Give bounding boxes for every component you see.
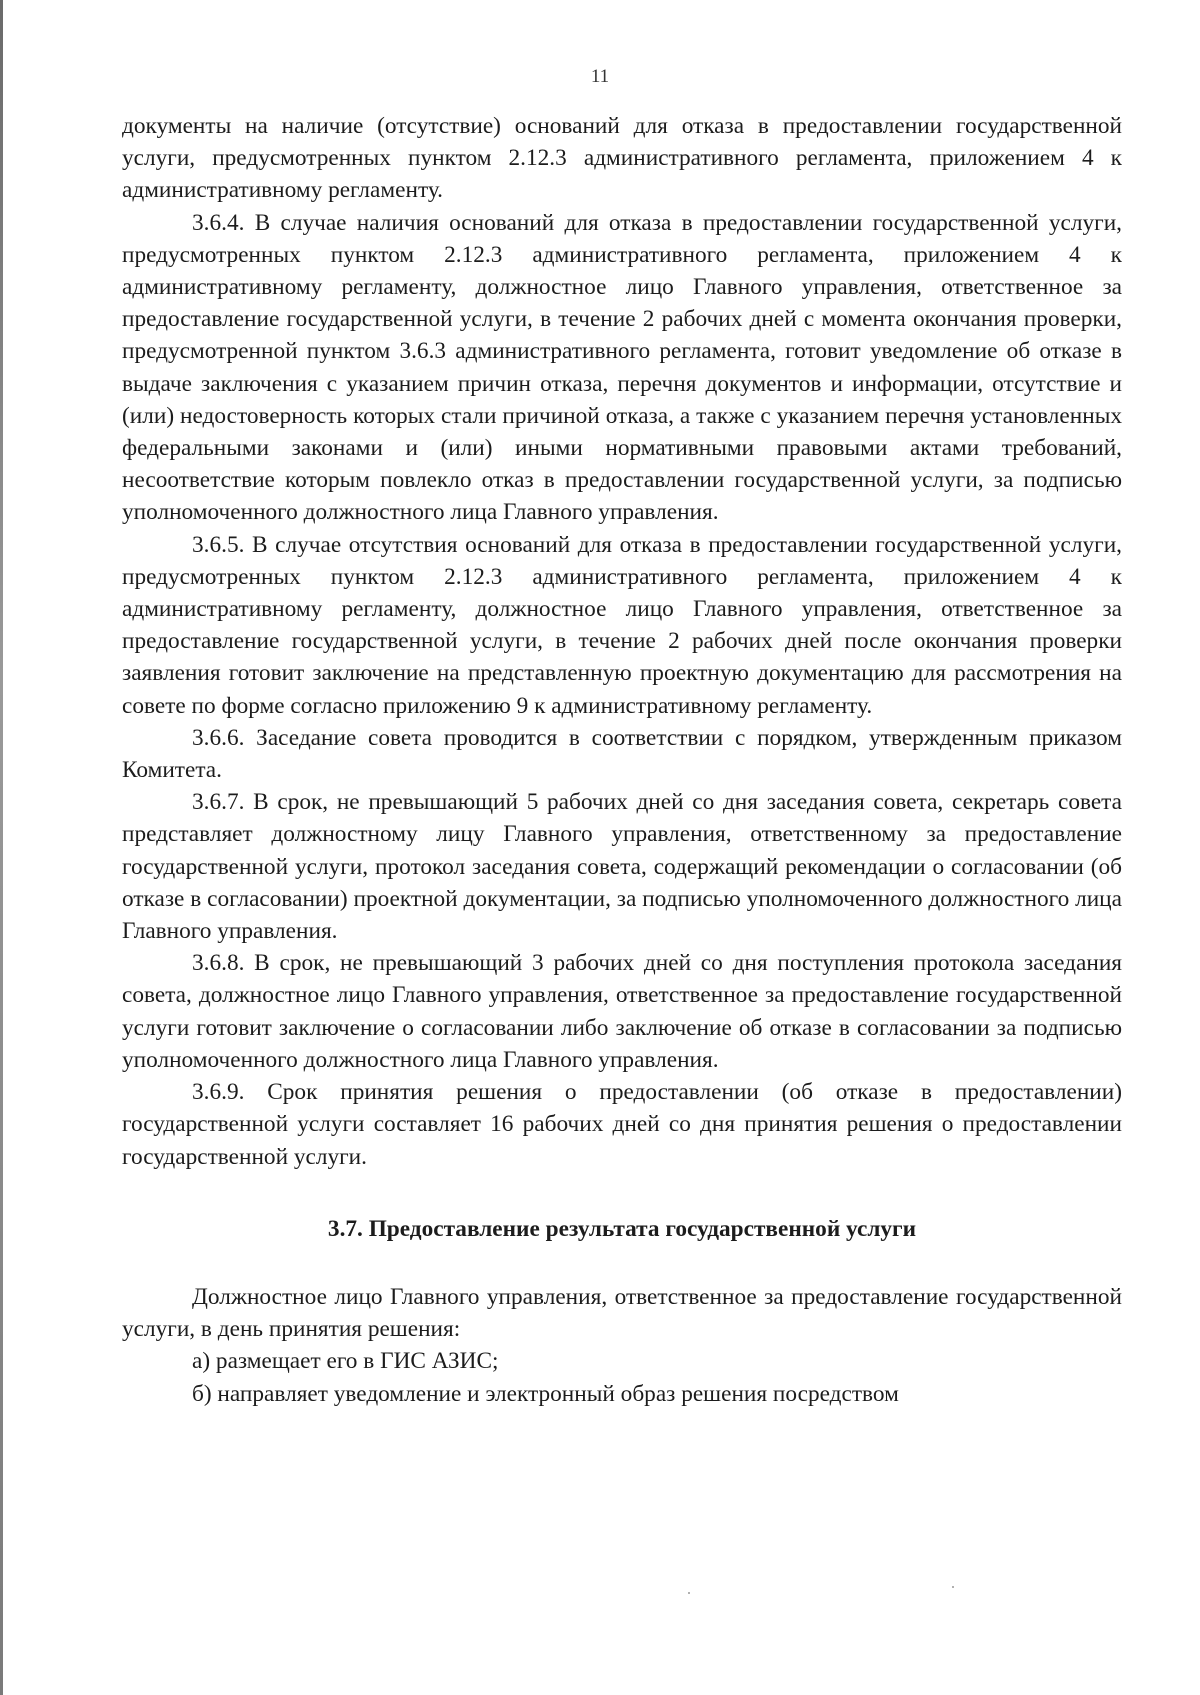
scan-speck <box>688 1592 690 1594</box>
paragraph-3-6-7: 3.6.7. В срок, не превышающий 5 рабочих дней со дня заседания совета, секретарь совета представляет должностному лицу Главного управления, ответственному за предоставление государственной услуги, протокол заседания совета, содержащий рекомендации о согласовании (об отказе в согласовании) проектной документации, за подписью уполномоченного должностного лица Главного управления. <box>122 789 1122 945</box>
paragraph-3-6-4: 3.6.4. В случае наличия оснований для отказа в предоставлении государственной услуги, предусмотренных пунктом 2.12.3 административного регламента, приложением 4 к административному регламенту, должностное лицо Главного управления, ответственное за предоставление государственной услуги, в течение 2 рабочих дней с момента окончания проверки, предусмотренной пунктом 3.6.3 административного регламента, готовит уведомление об отказе в выдаче заключения с указанием причин отказа, перечня документов и информации, отсутствие и (или) недостоверность которых стали причиной отказа, а также с указанием перечня установленных федеральными законами и (или) иными нормативными правовыми актами требований, несоответствие которым повлекло отказ в предоставлении государственной услуги, за подписью уполномоченного должностного лица Главного управления. <box>122 209 1122 526</box>
paragraph-3-6-8: 3.6.8. В срок, не превышающий 3 рабочих дней со дня поступления протокола заседания совета, должностное лицо Главного управления, ответственное за предоставление государственной услуги готовит заключение о согласовании либо заключение об отказе в согласовании за подписью уполномоченного должностного лица Главного управления. <box>122 950 1122 1073</box>
section-heading-3-7: 3.7. Предоставление результата государственной услуги <box>327 1215 917 1242</box>
paragraph-3-6-9: 3.6.9. Срок принятия решения о предоставлении (об отказе в предоставлении) государственной услуги составляет 16 рабочих дней со дня принятия решения о предоставлении государственной услуги. <box>122 1079 1122 1170</box>
scan-speck <box>952 1586 954 1588</box>
list-item-a: а) размещает его в ГИС АЗИС; <box>192 1348 499 1375</box>
paragraph-continuation: документы на наличие (отсутствие) оснований для отказа в предоставлении государственной услуги, предусмотренных пунктом 2.12.3 административного регламента, приложением 4 к административному регламенту. <box>122 113 1122 204</box>
section-intro-paragraph: Должностное лицо Главного управления, ответственное за предоставление государственной услуги, в день принятия решения: <box>122 1283 1122 1343</box>
paragraph-3-6-5: 3.6.5. В случае отсутствия оснований для отказа в предоставлении государственной услуги, предусмотренных пунктом 2.12.3 административного регламента, приложением 4 к административному регламенту, должностное лицо Главного управления, ответственное за предоставление государственной услуги, в течение 2 рабочих дней после окончания проверки заявления готовит заключение на представленную проектную документацию для рассмотрения на совете по форме согласно приложению 9 к административному регламенту. <box>122 531 1122 719</box>
page-number: 11 <box>590 66 610 87</box>
scan-edge <box>0 0 3 1695</box>
paragraph-3-6-6: 3.6.6. Заседание совета проводится в соответствии с порядком, утвержденным приказом Комитета. <box>122 724 1122 784</box>
document-body <box>122 110 1122 1410</box>
list-item-b: б) направляет уведомление и электронный образ решения посредством <box>192 1380 899 1407</box>
